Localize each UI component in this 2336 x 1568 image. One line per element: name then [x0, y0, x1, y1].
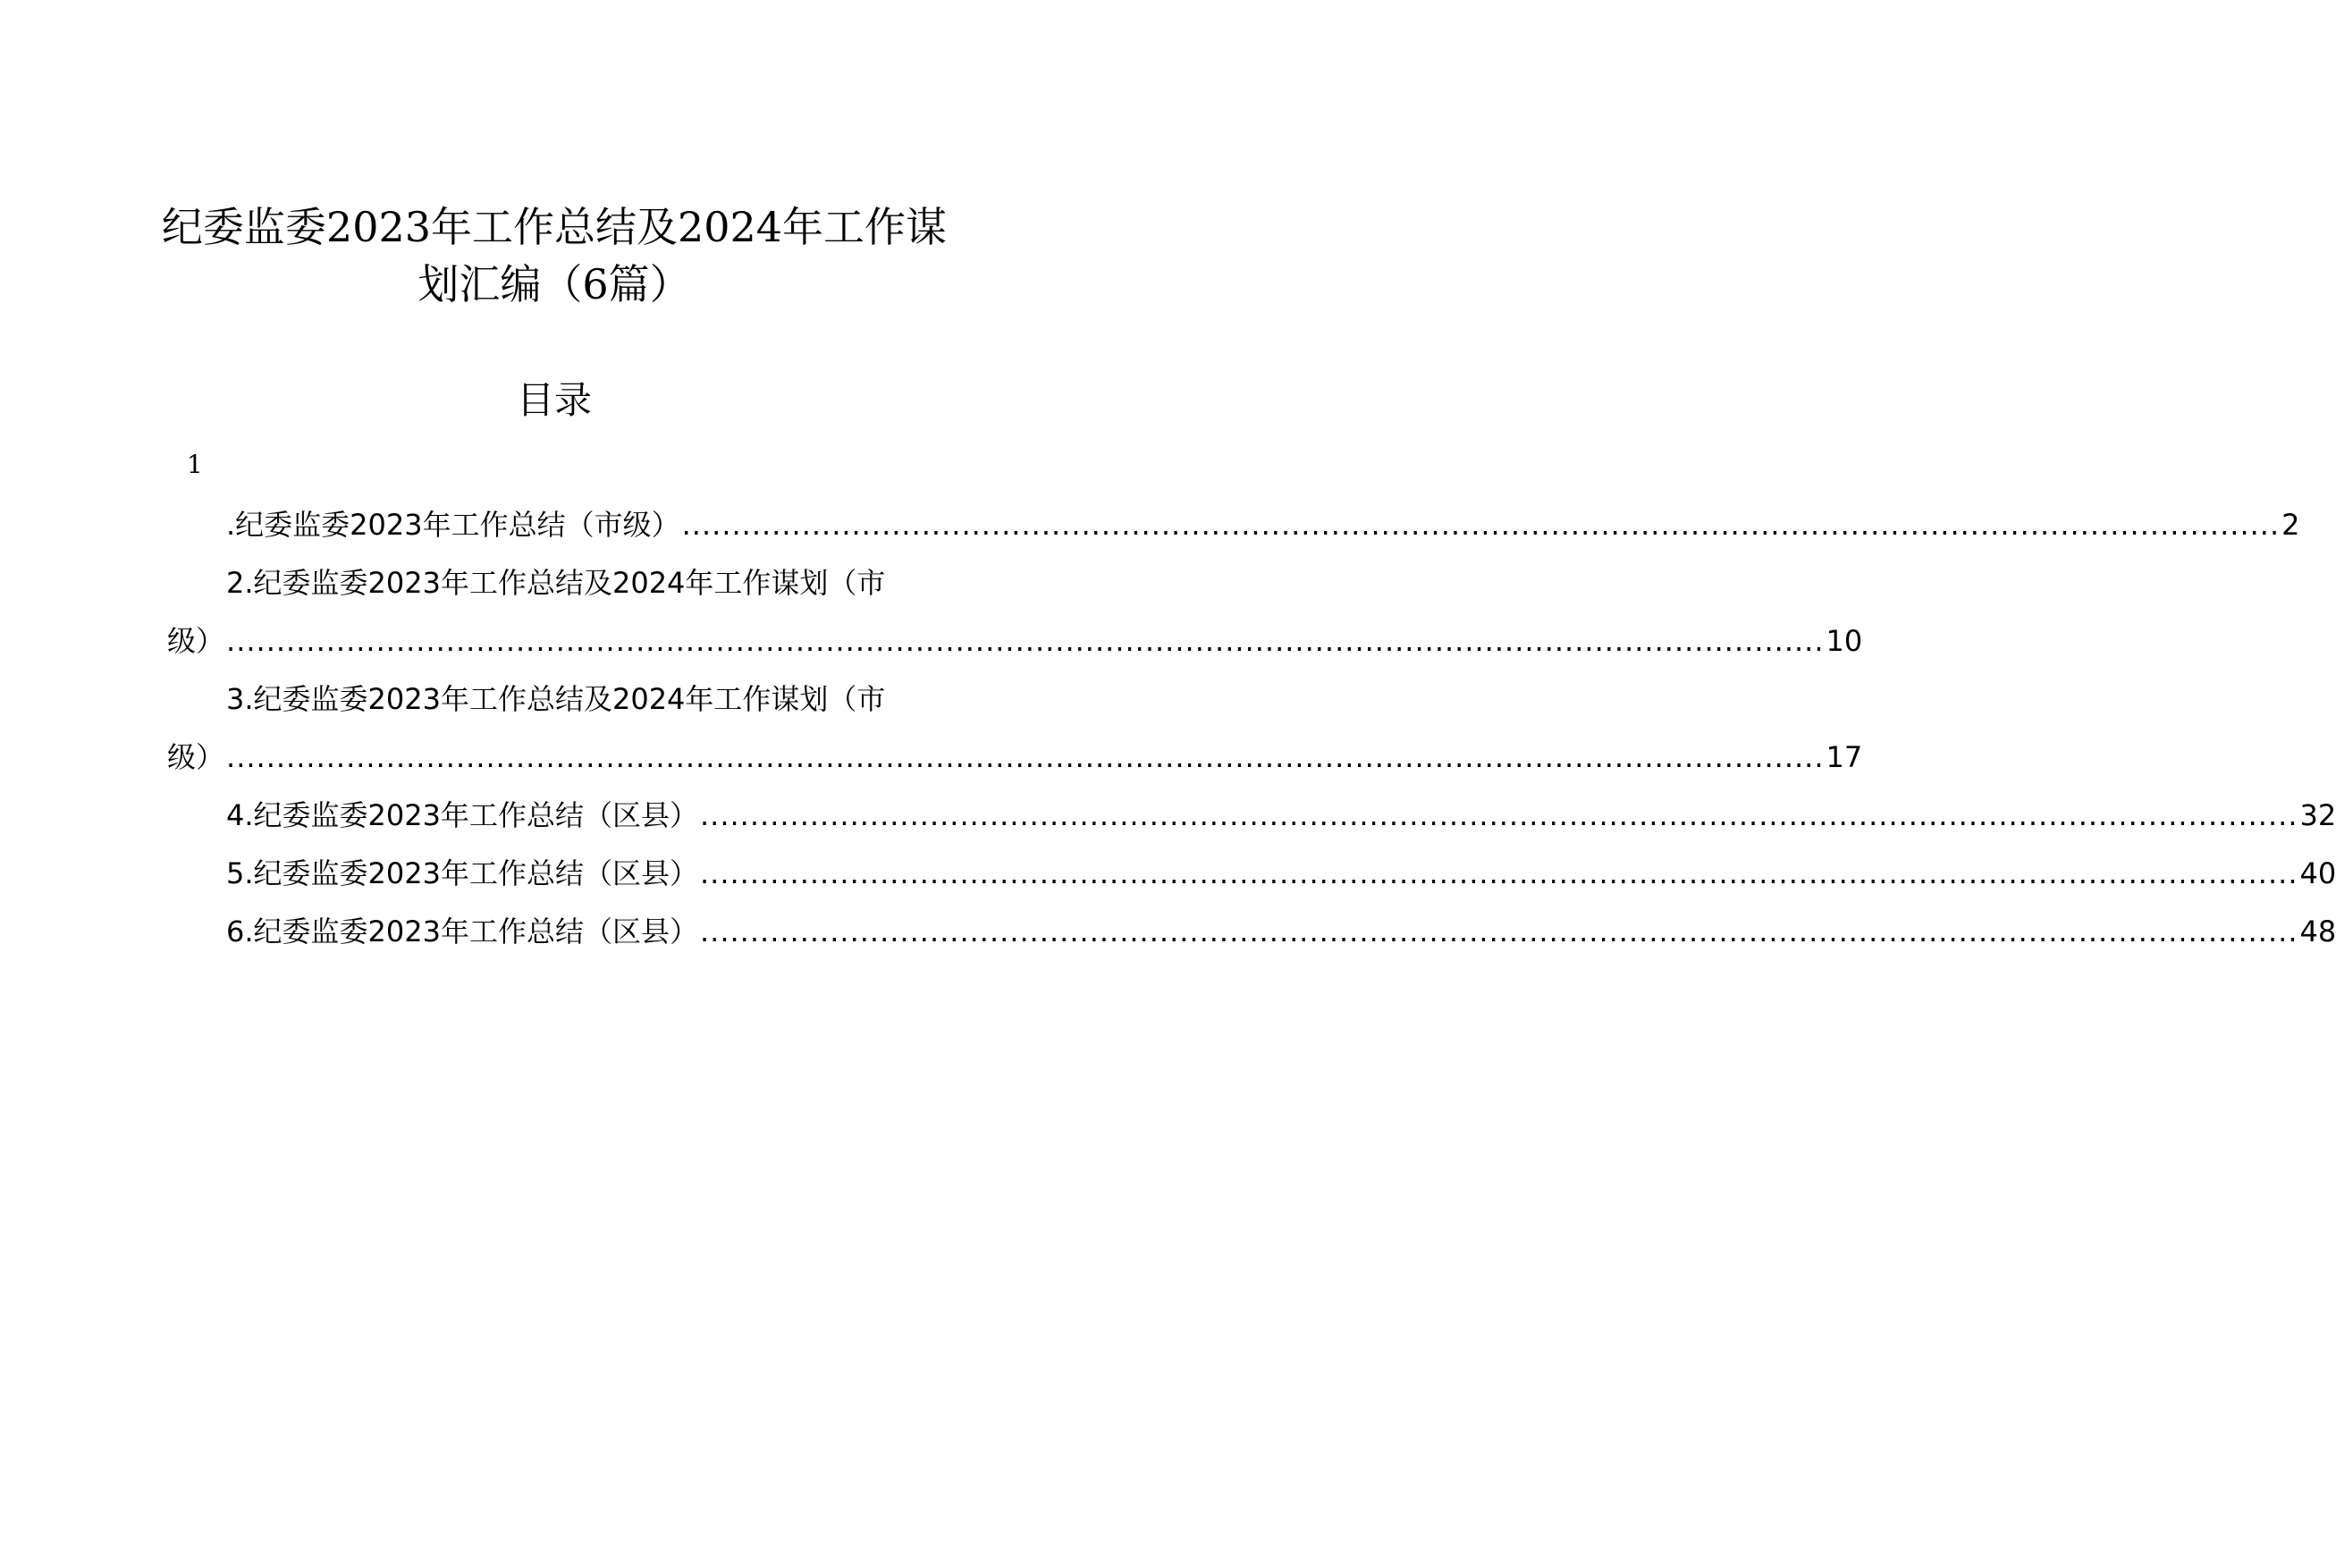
toc-entry-1[interactable]	[167, 502, 2300, 561]
title-line-1: 纪委监委2023年工作总结及2024年工作谋	[161, 203, 948, 251]
toc-page-number: 40	[2299, 856, 2336, 890]
document-title	[161, 198, 948, 313]
toc-dot-leader: ................................................................................................................................................................	[699, 915, 2298, 948]
stray-page-number: 1	[187, 450, 203, 479]
title-line-2: 划汇编（6篇）	[417, 260, 691, 308]
table-of-contents	[167, 502, 2336, 967]
toc-entry-title-continued: 级）	[167, 740, 225, 774]
toc-heading: 目录	[516, 378, 592, 422]
toc-entry-title: .纪委监委2023年工作总结（市级）	[226, 508, 680, 542]
toc-entry-4[interactable]	[167, 793, 2336, 851]
toc-dot-leader: ................................................................................................................................................................	[226, 624, 1825, 658]
toc-page-number: 48	[2299, 915, 2336, 948]
toc-dot-leader: ................................................................................................................................................................	[226, 740, 1825, 774]
toc-entry-title: 6.纪委监委2023年工作总结（区县）	[226, 915, 698, 948]
toc-entry-6[interactable]	[167, 909, 2336, 967]
toc-page-number: 2	[2281, 508, 2300, 542]
toc-dot-leader: ................................................................................................................................................................	[699, 856, 2298, 890]
toc-page-number: 32	[2299, 798, 2336, 832]
toc-entry-3-line-2[interactable]	[167, 735, 1863, 793]
toc-entry-2-line-2[interactable]	[167, 619, 1863, 677]
toc-dot-leader: ................................................................................................................................................................	[681, 508, 2281, 542]
toc-dot-leader: ................................................................................................................................................................	[699, 798, 2298, 832]
toc-entry-title: 2.纪委监委2023年工作总结及2024年工作谋划（市	[226, 566, 886, 600]
toc-entry-3-line-1[interactable]	[167, 677, 936, 735]
toc-page-number: 17	[1826, 740, 1863, 774]
toc-entry-5[interactable]	[167, 851, 2336, 909]
toc-entry-title: 5.纪委监委2023年工作总结（区县）	[226, 856, 698, 890]
toc-entry-title: 3.纪委监委2023年工作总结及2024年工作谋划（市	[226, 682, 886, 716]
toc-entry-title: 4.纪委监委2023年工作总结（区县）	[226, 798, 698, 832]
toc-page-number: 10	[1826, 624, 1863, 658]
toc-entry-title-continued: 级）	[167, 624, 225, 658]
toc-entry-2-line-1[interactable]	[167, 561, 936, 619]
